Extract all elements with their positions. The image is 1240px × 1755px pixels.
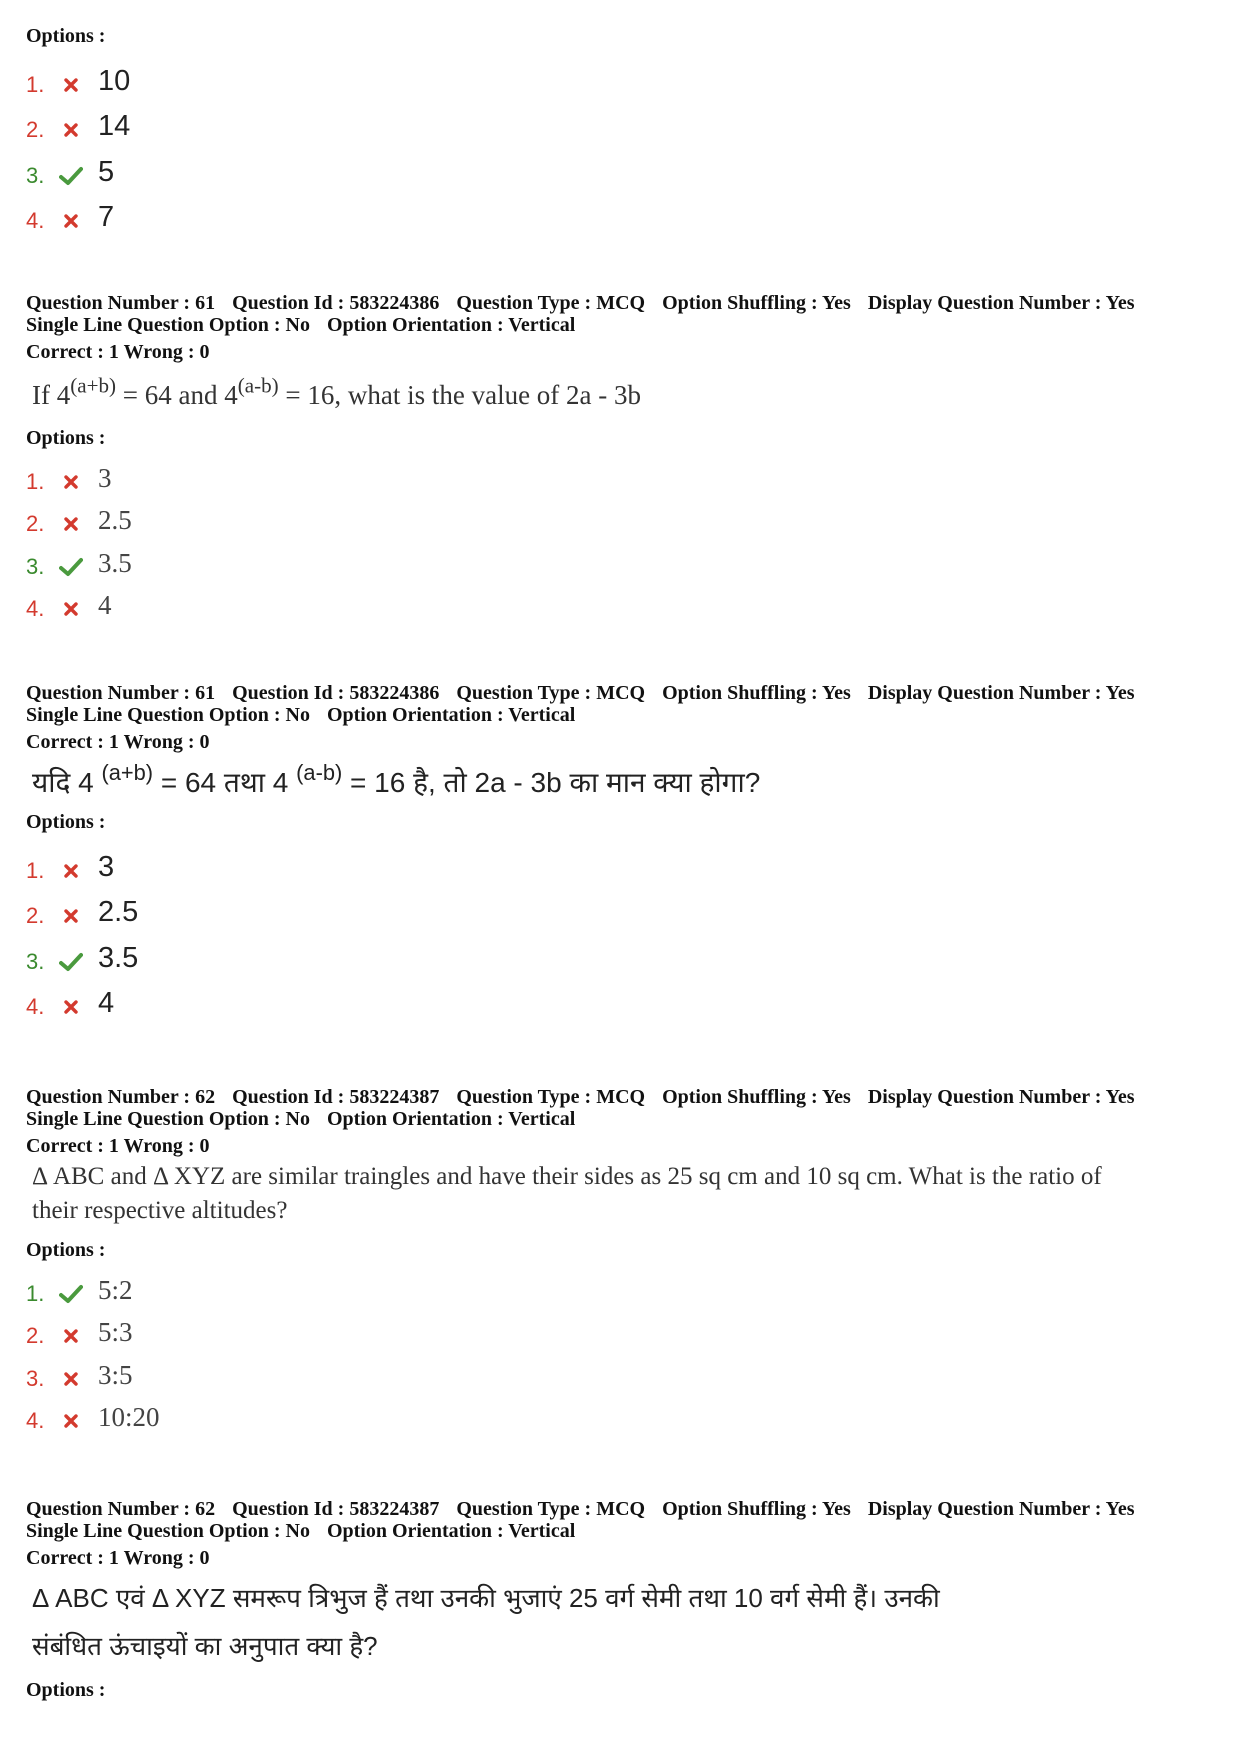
option-item: [26, 1307, 1216, 1350]
question-meta: Question Number : 62 Question Id : 583224387 Question Type : MCQ Option Shuffling : Yes Display Question Number : Yes: [26, 1498, 1135, 1520]
cross-icon: [54, 903, 88, 929]
option-item: [26, 929, 1216, 975]
marking-scheme: Correct : 1 Wrong : 0: [26, 341, 210, 363]
option-item: [26, 1264, 1216, 1307]
option-item: [26, 1392, 1216, 1435]
marking-scheme: Correct : 1 Wrong : 0: [26, 731, 210, 753]
cross-icon: [54, 1408, 88, 1434]
check-icon: [54, 163, 88, 189]
options-label: Options :: [26, 427, 106, 449]
option-number: 2.: [26, 1323, 45, 1348]
question-meta: Question Number : 61 Question Id : 583224386 Question Type : MCQ Option Shuffling : Yes Display Question Number : Yes: [26, 292, 1135, 314]
option-item: [26, 452, 1216, 495]
cross-icon: [54, 1366, 88, 1392]
option-value: 3: [98, 850, 115, 883]
option-item: [26, 1349, 1216, 1392]
option-value: 2.5: [98, 896, 139, 928]
options-label: Options :: [26, 1679, 106, 1701]
option-value: 5:2: [98, 1274, 133, 1305]
option-number: 2.: [26, 511, 45, 536]
option-item: [26, 884, 1216, 930]
option-number: 1.: [26, 468, 45, 494]
question-block-62-hi: [26, 1498, 1216, 1702]
cross-icon: [54, 596, 88, 622]
check-icon: [54, 554, 88, 580]
cross-icon: [54, 117, 88, 143]
question-meta: Question Number : 62 Question Id : 583224387 Question Type : MCQ Option Shuffling : Yes Display Question Number : Yes: [26, 1086, 1135, 1108]
check-icon: [54, 1281, 88, 1307]
cross-icon: [54, 511, 88, 537]
cross-icon: [54, 994, 88, 1020]
option-value: 10: [98, 64, 131, 97]
question-text: Δ ABC and Δ XYZ are similar traingles and have their sides as 25 sq cm and 10 sq cm. What is the ratio of their respective altitudes?: [32, 1163, 1102, 1224]
option-number: 4.: [26, 596, 45, 621]
question-text: Δ ABC एवं Δ XYZ समरूप त्रिभुज हैं तथा उनकी भुजाएं 25 वर्ग सेमी तथा 10 वर्ग सेमी हैं। उनकी संबंधित ऊंचाइयों का अनुपात क्या है?: [32, 1583, 940, 1661]
option-number: 3.: [26, 1365, 45, 1391]
option-number: 3.: [26, 553, 45, 579]
question-block-61-hi: [26, 682, 1216, 1020]
option-value: 2.5: [98, 505, 132, 535]
option-number: 2.: [26, 903, 45, 928]
option-value: 4: [98, 590, 112, 620]
option-number: 1.: [26, 71, 45, 97]
option-number: 4.: [26, 208, 45, 233]
option-number: 4.: [26, 994, 45, 1019]
option-item: [26, 580, 1216, 623]
option-number: 1.: [26, 1280, 45, 1306]
option-item: [26, 52, 1216, 98]
cross-icon: [54, 72, 88, 98]
option-value: 5:3: [98, 1317, 133, 1347]
question-meta-2: Single Line Question Option : No Option Orientation : Vertical: [26, 704, 576, 726]
option-item: [26, 975, 1216, 1021]
option-value: 7: [98, 201, 115, 233]
option-value: 10:20: [98, 1402, 160, 1432]
cross-icon: [54, 469, 88, 495]
option-item: [26, 537, 1216, 580]
option-item: [26, 189, 1216, 235]
option-number: 4.: [26, 1408, 45, 1433]
option-number: 2.: [26, 117, 45, 142]
option-number: 3.: [26, 948, 45, 974]
check-icon: [54, 949, 88, 975]
cross-icon: [54, 858, 88, 884]
question-block-62-en: [26, 1086, 1216, 1434]
option-item: [26, 495, 1216, 538]
marking-scheme: Correct : 1 Wrong : 0: [26, 1135, 210, 1157]
option-item: [26, 98, 1216, 144]
options-section-q60: [26, 24, 1216, 234]
cross-icon: [54, 208, 88, 234]
option-value: 4: [98, 987, 115, 1019]
marking-scheme: Correct : 1 Wrong : 0: [26, 1547, 210, 1569]
option-value: 3.5: [98, 547, 132, 578]
question-meta-2: Single Line Question Option : No Option Orientation : Vertical: [26, 1108, 576, 1130]
option-item: [26, 143, 1216, 189]
options-label: Options :: [26, 811, 106, 833]
question-meta-2: Single Line Question Option : No Option Orientation : Vertical: [26, 314, 576, 336]
option-value: 3:5: [98, 1359, 133, 1390]
cross-icon: [54, 1323, 88, 1349]
question-text: यदि 4 $^{(a+b)}$ = 64 तथा 4 $^{(a-b)}$ = 16 है, तो 2a - 3b का मान क्या होगा?: [32, 760, 761, 798]
option-value: 3.5: [98, 941, 139, 974]
question-text: If $4^{(a+b)} = 64$ and $4^{(a-b)} = 16$, what is the value of 2a - 3b: [32, 373, 642, 410]
question-meta: Question Number : 61 Question Id : 583224386 Question Type : MCQ Option Shuffling : Yes Display Question Number : Yes: [26, 682, 1135, 704]
option-number: 1.: [26, 857, 45, 883]
question-meta-2: Single Line Question Option : No Option Orientation : Vertical: [26, 1520, 576, 1542]
options-label: Options :: [26, 25, 106, 47]
option-value: 3: [98, 462, 112, 493]
option-value: 14: [98, 110, 131, 142]
options-label: Options :: [26, 1239, 106, 1261]
option-number: 3.: [26, 162, 45, 188]
question-block-61-en: [26, 292, 1216, 622]
option-value: 5: [98, 155, 115, 188]
option-item: [26, 838, 1216, 884]
